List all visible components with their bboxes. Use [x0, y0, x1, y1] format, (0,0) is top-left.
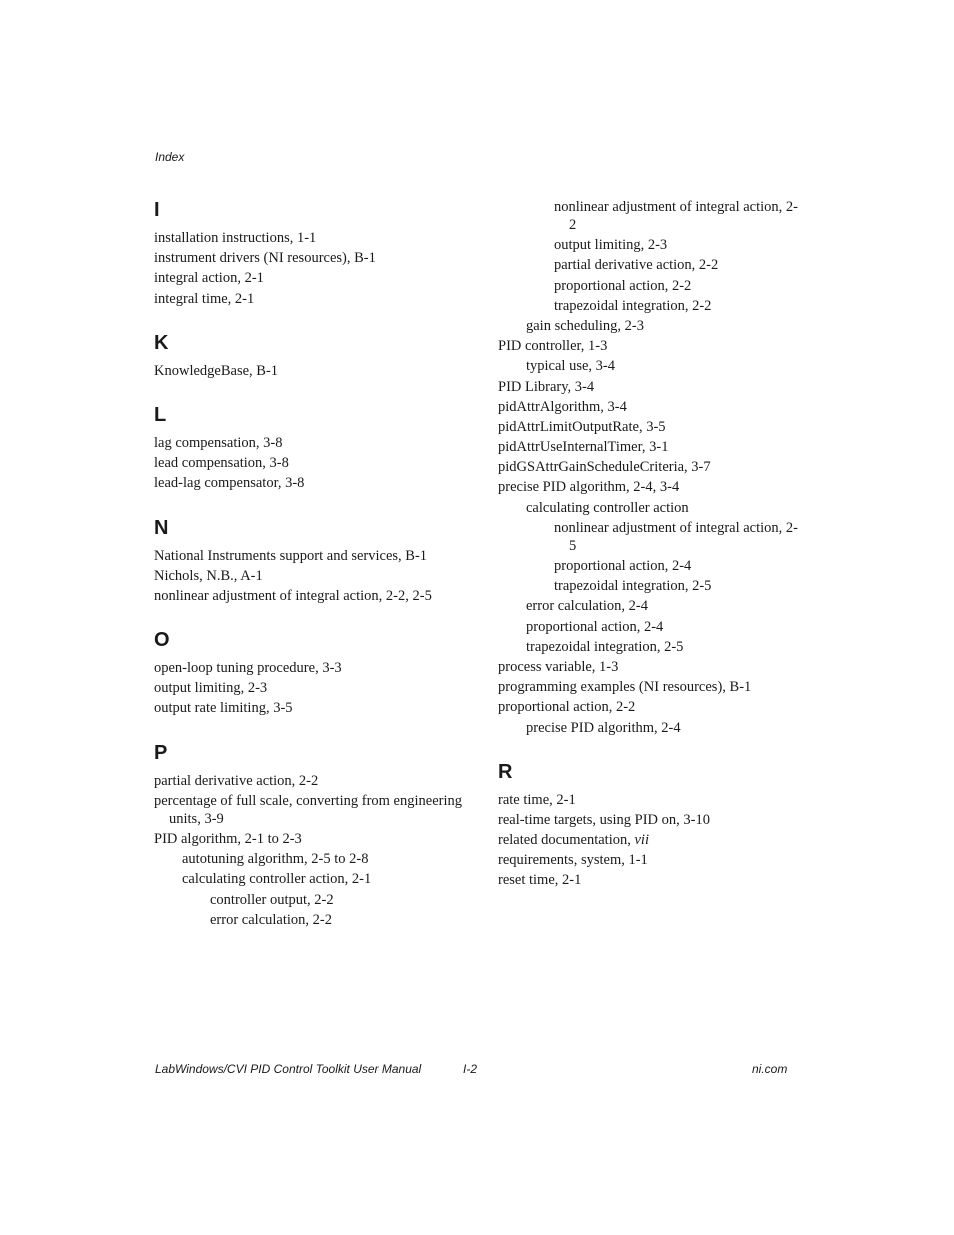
index-entry: [154, 269, 484, 289]
index-section: [154, 741, 484, 931]
entry-text: pidGSAttrGainScheduleCriteria, 3-7: [498, 459, 711, 476]
index-entry: [154, 772, 484, 792]
index-subentry: [554, 256, 798, 276]
entry-text: partial derivative action, 2-2: [154, 772, 319, 789]
entry-text: related documentation,: [498, 832, 635, 849]
entry-text: output limiting, 2-3: [554, 237, 668, 254]
entry-text: typical use, 3-4: [526, 358, 615, 375]
index-entry: [154, 699, 484, 719]
index-section: [154, 516, 484, 608]
index-section: [154, 198, 484, 310]
entry-italic-page: vii: [634, 832, 649, 849]
index-subentry: [210, 891, 484, 911]
index-entry: [498, 438, 798, 458]
index-entry: [154, 229, 484, 249]
entry-text: rate time, 2-1: [498, 791, 576, 808]
entry-text: lead compensation, 3-8: [154, 455, 289, 472]
footer-page-number: I-2: [463, 1062, 478, 1076]
entry-text: calculating controller action, 2-1: [182, 871, 372, 888]
entry-text: lag compensation, 3-8: [154, 434, 283, 451]
entry-text: trapezoidal integration, 2-5: [554, 578, 712, 595]
section-letter: K: [154, 331, 169, 354]
entry-text: precise PID algorithm, 2-4: [526, 719, 681, 736]
entry-text: pidAttrLimitOutputRate, 3-5: [498, 418, 666, 435]
running-head: Index: [155, 150, 185, 164]
entry-text: Nichols, N.B., A-1: [154, 567, 263, 584]
section-letter: P: [154, 741, 168, 764]
entry-text: open-loop tuning procedure, 3-3: [154, 660, 342, 677]
index-subentry: [554, 577, 798, 597]
index-subentry: [526, 638, 798, 658]
entry-text: process variable, 1-3: [498, 658, 619, 675]
index-entry: [498, 418, 798, 438]
index-section: [498, 760, 798, 892]
index-section: [154, 403, 484, 495]
index-entry: [498, 871, 798, 891]
index-section: [498, 198, 798, 739]
index-section: [154, 628, 484, 720]
index-entry: [154, 454, 484, 474]
index-subentry: [526, 317, 798, 337]
index-subentry: [554, 236, 798, 256]
entry-text: trapezoidal integration, 2-2: [554, 297, 712, 314]
index-subentry: [554, 557, 798, 577]
entry-text: output limiting, 2-3: [154, 680, 268, 697]
index-entry: [154, 474, 484, 494]
index-subentry: [554, 198, 798, 236]
footer-website: ni.com: [752, 1062, 788, 1076]
index-entry: [154, 434, 484, 454]
index-entry: [154, 659, 484, 679]
entry-text: lead-lag compensator, 3-8: [154, 475, 305, 492]
entry-text: error calculation, 2-4: [526, 598, 648, 615]
entry-text: pidAttrUseInternalTimer, 3-1: [498, 439, 669, 456]
section-letter: L: [154, 403, 167, 426]
entry-text: nonlinear adjustment of integral action, 2-2: [554, 199, 799, 233]
footer-manual-title: LabWindows/CVI PID Control Toolkit User Manual: [155, 1062, 422, 1076]
index-subentry: [526, 719, 798, 739]
index-subentry: [526, 597, 798, 617]
entry-text: pidAttrAlgorithm, 3-4: [498, 398, 627, 415]
index-column-left: [154, 198, 484, 952]
entry-text: gain scheduling, 2-3: [526, 317, 644, 334]
index-subentry: [554, 297, 798, 317]
section-letter: R: [498, 760, 513, 783]
index-entry: [498, 831, 798, 851]
entry-text: trapezoidal integration, 2-5: [526, 638, 684, 655]
index-entry: [498, 478, 798, 498]
entry-text: error calculation, 2-2: [210, 911, 332, 928]
index-subentry: [526, 618, 798, 638]
index-entry: [498, 658, 798, 678]
entry-text: precise PID algorithm, 2-4, 3-4: [498, 479, 680, 496]
index-entry: [154, 587, 484, 607]
index-entry: [498, 337, 798, 357]
index-entry: [154, 290, 484, 310]
index-entry: [154, 792, 484, 830]
index-subentry: [210, 911, 484, 931]
entry-text: proportional action, 2-2: [554, 277, 692, 294]
entry-text: proportional action, 2-4: [554, 558, 692, 574]
entry-text: KnowledgeBase, B-1: [154, 362, 279, 379]
entry-text: nonlinear adjustment of integral action, 2-5: [554, 519, 799, 554]
index-entry: [498, 378, 798, 398]
index-entry: [498, 791, 798, 811]
entry-text: proportional action, 2-2: [498, 699, 636, 716]
index-entry: [498, 678, 798, 698]
entry-text: controller output, 2-2: [210, 891, 334, 908]
section-letter: O: [154, 629, 170, 652]
entry-text: integral time, 2-1: [154, 290, 255, 307]
index-entry: [154, 567, 484, 587]
section-letter: I: [154, 199, 160, 221]
index-subentry: [526, 499, 798, 519]
index-column-right: [498, 198, 798, 913]
section-letter: N: [154, 516, 169, 539]
entry-text: reset time, 2-1: [498, 872, 582, 889]
index-entry: [154, 679, 484, 699]
index-entry: [498, 811, 798, 831]
entry-text: PID controller, 1-3: [498, 338, 608, 355]
entry-text: PID algorithm, 2-1 to 2-3: [154, 831, 302, 847]
entry-text: PID Library, 3-4: [498, 378, 595, 395]
entry-text: proportional action, 2-4: [526, 618, 664, 635]
index-entry: [154, 547, 484, 567]
entry-text: autotuning algorithm, 2-5 to 2-8: [182, 851, 369, 868]
index-section: [154, 331, 484, 382]
entry-text: installation instructions, 1-1: [154, 230, 317, 246]
entry-text: National Instruments support and services, B-1: [154, 547, 428, 564]
entry-text: calculating controller action: [526, 499, 689, 516]
index-subentry: [182, 850, 484, 870]
entry-text: integral action, 2-1: [154, 270, 264, 287]
entry-text: nonlinear adjustment of integral action, 2-2, 2-5: [154, 587, 432, 604]
entry-text: output rate limiting, 3-5: [154, 700, 293, 717]
index-subentry: [526, 357, 798, 377]
index-subentry: [554, 277, 798, 297]
entry-text: partial derivative action, 2-2: [554, 257, 719, 274]
index-subentry: [554, 519, 798, 557]
index-entry: [154, 362, 484, 382]
index-entry: [498, 851, 798, 871]
entry-text: programming examples (NI resources), B-1: [498, 679, 752, 696]
index-entry: [498, 698, 798, 718]
entry-text: requirements, system, 1-1: [498, 852, 648, 869]
index-subentry: [182, 870, 484, 890]
index-entry: [498, 458, 798, 478]
index-entry: [154, 830, 484, 850]
entry-text: instrument drivers (NI resources), B-1: [154, 250, 376, 267]
index-entry: [498, 398, 798, 418]
entry-text: real-time targets, using PID on, 3-10: [498, 811, 710, 828]
entry-text: percentage of full scale, converting from engineering units, 3-9: [154, 792, 462, 827]
index-entry: [154, 249, 484, 269]
